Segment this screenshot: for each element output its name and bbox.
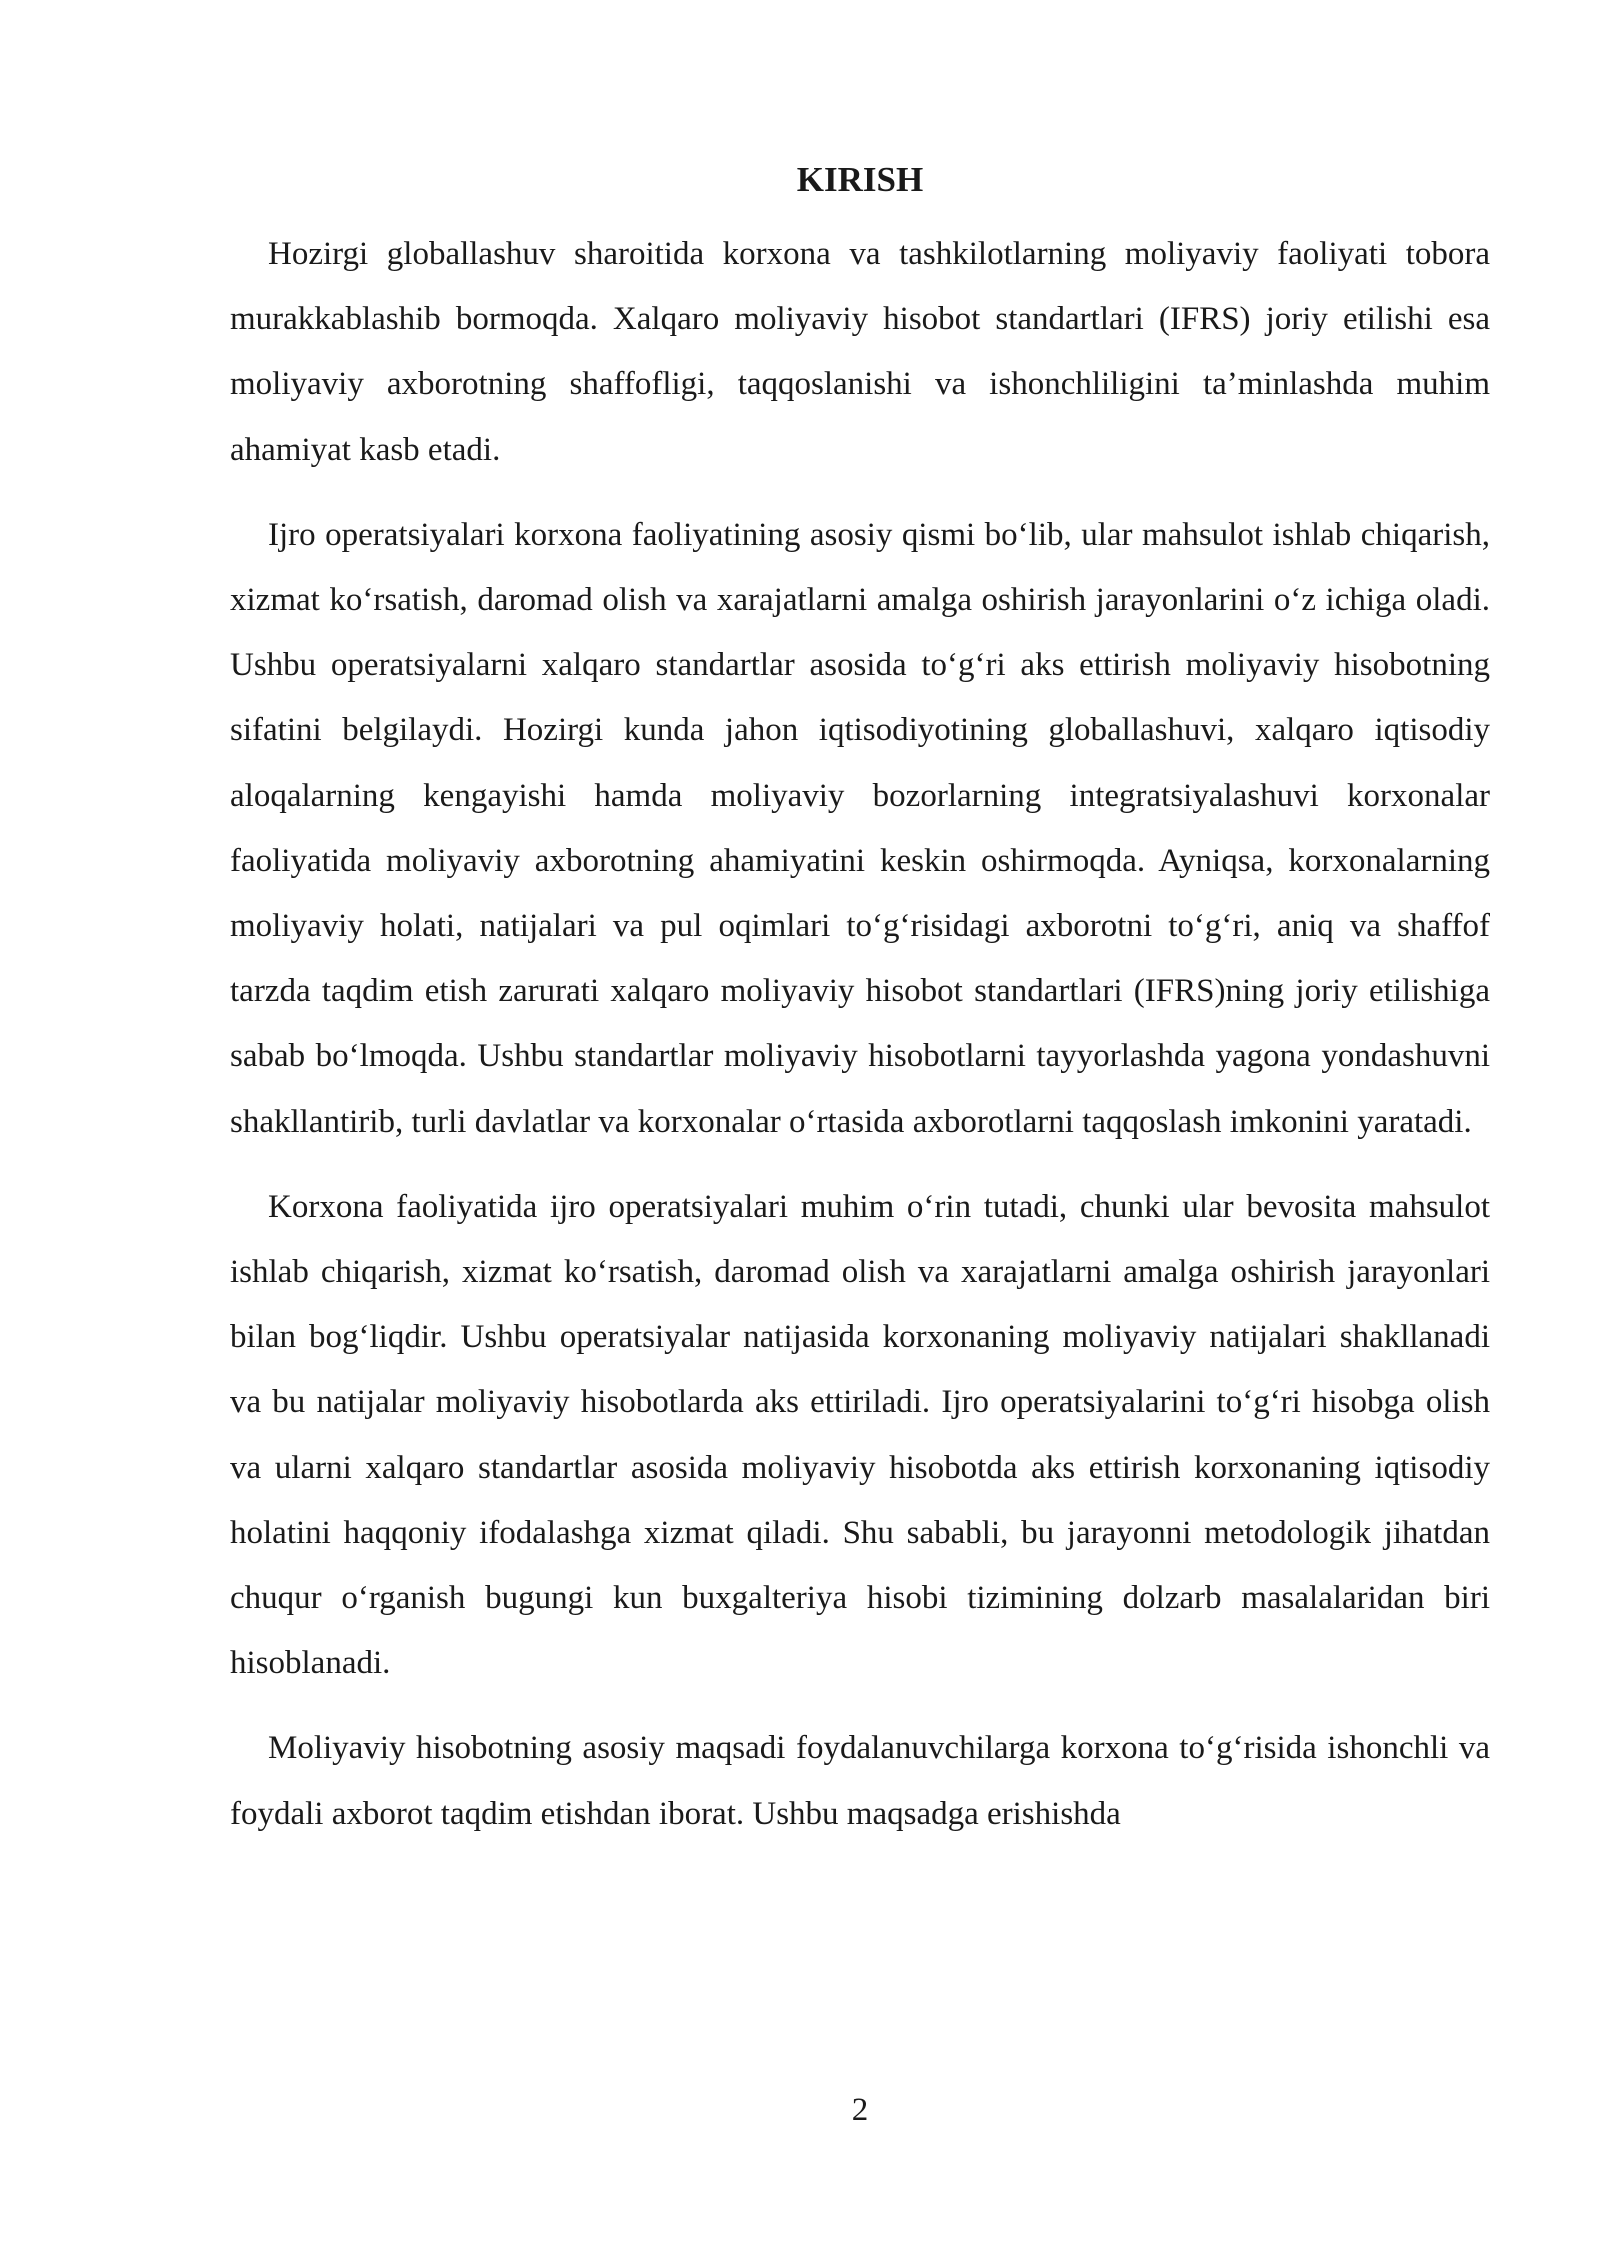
page-number: 2	[851, 2092, 869, 2128]
paragraph-4: Moliyaviy hisobotning asosiy maqsadi foydalanuvchilarga korxona to‘g‘risida ishonchli va foydali axborot taqdim etishdan iborat. Ushbu maqsadga erishishda	[230, 1730, 1490, 1832]
page-title: KIRISH	[796, 160, 924, 199]
document-body	[230, 222, 1490, 1867]
paragraph-1: Hozirgi globallashuv sharoitida korxona va tashkilotlarning moliyaviy faoliyati tobora murakkablashib bormoqda. Xalqaro moliyaviy hisobot standartlari (IFRS) joriy etilishi esa moliyaviy axborotning shaffofligi, taqqoslanishi va ishonchliligini ta’minlashda muhim ahamiyat kasb etadi.	[230, 236, 1490, 468]
paragraph-2: Ijro operatsiyalari korxona faoliyatining asosiy qismi bo‘lib, ular mahsulot ishlab chiqarish, xizmat ko‘rsatish, daromad olish va xarajatlarni amalga oshirish jarayonlarini o‘z ichiga oladi. Ushbu operatsiyalarni xalqaro standartlar asosida to‘g‘ri aks ettirish moliyaviy hisobotning sifatini belgilaydi. Hozirgi kunda jahon iqtisodiyotining globallashuvi, xalqaro iqtisodiy aloqalarning kengayishi hamda moliyaviy bozorlarning integratsiyalashuvi korxonalar faoliyatida moliyaviy axborotning ahamiyatini keskin oshirmoqda. Ayniqsa, korxonalarning moliyaviy holati, natijalari va pul oqimlari to‘g‘risidagi axborotni to‘g‘ri, aniq va shaffof tarzda taqdim etish zarurati xalqaro moliyaviy hisobot standartlari (IFRS)ning joriy etilishiga sabab bo‘lmoqda. Ushbu standartlar moliyaviy hisobotlarni tayyorlashda yagona yondashuvni shakllantirib, turli davlatlar va korxonalar o‘rtasida axborotlarni taqqoslash imkonini yaratadi.	[230, 516, 1490, 1140]
paragraph-3: Korxona faoliyatida ijro operatsiyalari muhim o‘rin tutadi, chunki ular bevosita mahsulot ishlab chiqarish, xizmat ko‘rsatish, daromad olish va xarajatlarni amalga oshirish jarayonlari bilan bog‘liqdir. Ushbu operatsiyalar natijasida korxonaning moliyaviy natijalari shakllanadi va bu natijalar moliyaviy hisobotlarda aks ettiriladi. Ijro operatsiyalarini to‘g‘ri hisobga olish va ularni xalqaro standartlar asosida moliyaviy hisobotda aks ettirish korxonaning iqtisodiy holatini haqqoniy ifodalashga xizmat qiladi. Shu sababli, bu jarayonni metodologik jihatdan chuqur o‘rganish bugungi kun buxgalteriya hisobi tizimining dolzarb masalalaridan biri hisoblanadi.	[230, 1188, 1490, 1682]
